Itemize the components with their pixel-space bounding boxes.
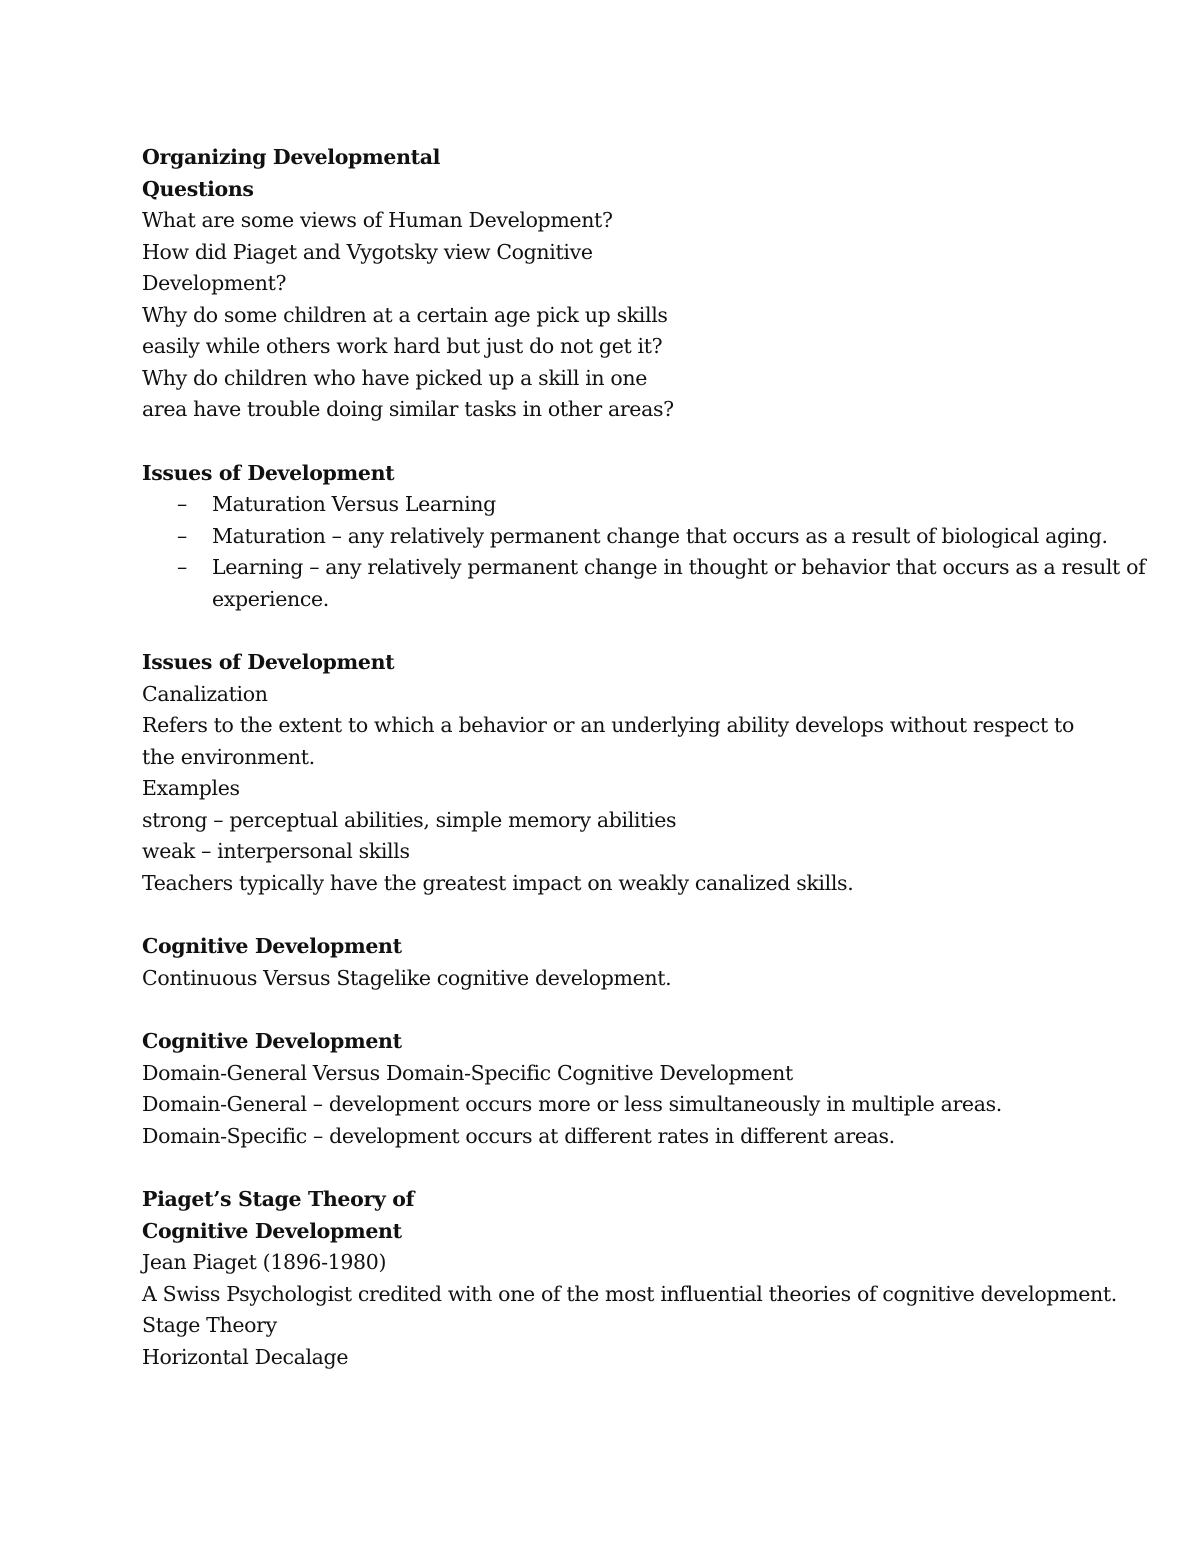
body-text-line: Canalization [142,681,268,706]
body-text-line: Why do children who have picked up a skill in one [142,365,648,390]
section-spacer [142,426,1192,458]
body-text-line: Continuous Versus Stagelike cognitive development. [142,965,672,990]
bullet-dash: – [177,492,187,516]
bullet-text-line: Maturation Versus Learning [212,492,496,516]
section-heading-line: Cognitive Development [142,934,402,958]
section-spacer [142,899,1192,931]
bullet-dash: – [177,555,187,579]
body-text-line: Development? [142,271,287,295]
body-text-line: Examples [142,776,240,800]
document-page [142,142,1192,1373]
section-heading-line: Issues of Development [142,650,395,674]
section-heading-line: Piaget’s Stage Theory of [142,1187,415,1211]
section-spacer [142,994,1192,1026]
body-text-line: weak – interpersonal skills [142,839,410,863]
section-heading-line: Cognitive Development [142,1218,402,1243]
bullet-list [142,489,1192,615]
body-text-line: strong – perceptual abilities, simple memory abilities [142,807,677,832]
body-text-line: Domain-General – development occurs more or less simultaneously in multiple areas. [142,1092,1002,1116]
bullet-item [142,521,1192,553]
body-text-line: Jean Piaget (1896-1980) [142,1250,387,1274]
section-heading-line: Questions [142,176,254,201]
body-text-line: Domain-General Versus Domain-Specific Cognitive Development [142,1060,793,1085]
body-text-line: Why do some children at a certain age pick up skills [142,302,668,327]
section-cognitive-continuous [142,931,1192,994]
section-issues-maturation-learning [142,458,1192,616]
bullet-text-line: experience. [212,586,329,611]
body-text-line: Stage Theory [142,1313,277,1337]
bullet-text-line: Maturation – any relatively permanent change that occurs as a result of biological aging. [212,523,1108,548]
body-text-line: the environment. [142,744,315,769]
section-piaget-stage-theory [142,1184,1192,1373]
section-cognitive-domain [142,1026,1192,1152]
section-heading-line: Organizing Developmental [142,145,441,169]
section-issues-canalization [142,647,1192,899]
bullet-text-line: Learning – any relatively permanent change in thought or behavior that occurs as a result of [212,555,1146,579]
body-text-line: Domain-Specific – development occurs at different rates in different areas. [142,1123,895,1148]
bullet-item [142,552,1192,615]
bullet-dash: – [177,523,187,548]
section-heading-line: Cognitive Development [142,1029,402,1053]
body-text-line: Teachers typically have the greatest impact on weakly canalized skills. [142,870,854,895]
section-spacer [142,615,1192,647]
bullet-item [142,489,1192,521]
section-heading-line: Issues of Development [142,460,395,485]
body-text-line: easily while others work hard but just do not get it? [142,334,663,358]
body-text-line: Horizontal Decalage [142,1344,349,1369]
section-spacer [142,1152,1192,1184]
body-text-line: A Swiss Psychologist credited with one of the most influential theories of cognitive development. [142,1281,1117,1306]
body-text-line: What are some views of Human Development? [142,208,613,232]
body-text-line: Refers to the extent to which a behavior or an underlying ability develops without respect to [142,713,1074,737]
section-organizing-questions [142,142,1192,426]
body-text-line: area have trouble doing similar tasks in other areas? [142,397,674,421]
body-text-line: How did Piaget and Vygotsky view Cognitive [142,239,593,264]
